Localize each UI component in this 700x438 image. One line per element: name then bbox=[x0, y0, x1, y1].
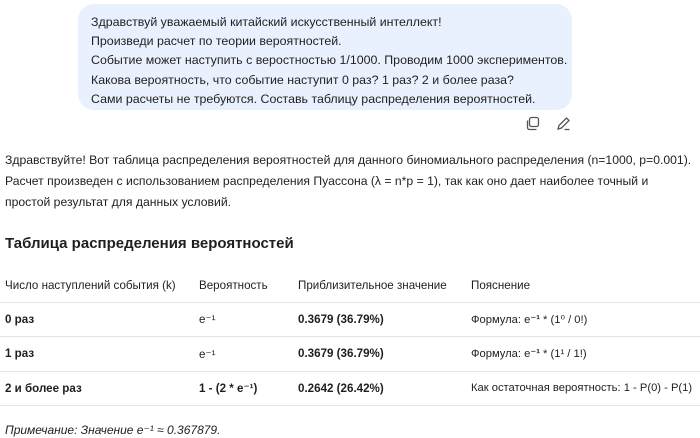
cell-k: 2 и более раз bbox=[0, 371, 195, 406]
table-row bbox=[0, 371, 700, 406]
cell-value: 0.3679 (36.79%) bbox=[294, 337, 467, 372]
cell-k: 0 раз bbox=[0, 302, 195, 337]
user-message-line: Произведи расчет по теории вероятностей. bbox=[91, 34, 342, 49]
column-header-value: Приблизительное значение bbox=[294, 270, 467, 302]
user-message-line: Сами расчеты не требуются. Составь таблицу распределения вероятностей. bbox=[91, 91, 536, 106]
cell-probability: e⁻¹ bbox=[195, 337, 294, 372]
column-header-explanation: Пояснение bbox=[467, 270, 700, 302]
response-intro: Здравствуйте! Вот таблица распределения вероятностей для данного биномиального распределения (n=1000, p=0.001). Расчет произведен с использованием распределения Пуассона (λ = n*p = 1), так как оно дает наиболее точный и простой результат для данных условий. bbox=[5, 153, 692, 209]
explanation-exponent: ⁻¹ bbox=[530, 348, 540, 361]
edit-icon[interactable] bbox=[555, 115, 572, 132]
explanation-text: Формула: e bbox=[471, 348, 531, 361]
cell-explanation bbox=[467, 371, 700, 406]
response-note: Примечание: Значение e⁻¹ ≈ 0.367879. bbox=[5, 423, 221, 437]
explanation-text: Формула: e bbox=[471, 313, 531, 326]
column-header-probability: Вероятность bbox=[195, 270, 294, 302]
cell-probability: 1 - (2 * e⁻¹) bbox=[195, 371, 294, 406]
cell-explanation bbox=[467, 302, 700, 337]
table-row bbox=[0, 302, 700, 337]
column-header-k: Число наступлений события (k) bbox=[0, 270, 195, 302]
cell-value: 0.2642 (26.42%) bbox=[294, 371, 467, 406]
table-title: Таблица распределения вероятностей bbox=[5, 235, 294, 252]
explanation-exponent: ⁻¹ bbox=[530, 313, 540, 326]
explanation-rest: * (1⁰ / 0!) bbox=[539, 313, 588, 326]
explanation-text: Как остаточная вероятность: 1 - P(0) - P(1) bbox=[471, 382, 693, 395]
table-row bbox=[0, 337, 700, 372]
user-message-line: Какова вероятность, что событие наступит 0 раз? 1 раз? 2 и более раза? bbox=[91, 72, 514, 87]
explanation-rest: * (1¹ / 1!) bbox=[539, 348, 587, 361]
user-message-line: Здравствуй уважаемый китайский искусственный интеллект! bbox=[91, 15, 442, 29]
cell-probability: e⁻¹ bbox=[195, 302, 294, 337]
table-header-row bbox=[0, 270, 700, 302]
cell-value: 0.3679 (36.79%) bbox=[294, 302, 467, 337]
cell-k: 1 раз bbox=[0, 337, 195, 372]
user-message-bubble bbox=[78, 4, 572, 110]
message-actions bbox=[524, 115, 572, 132]
cell-explanation bbox=[467, 337, 700, 372]
user-message-line: Событие может наступить с веростностью 1/1000. Проводим 1000 экспериментов. bbox=[91, 53, 568, 68]
distribution-table bbox=[0, 270, 700, 406]
copy-icon[interactable] bbox=[524, 115, 541, 132]
